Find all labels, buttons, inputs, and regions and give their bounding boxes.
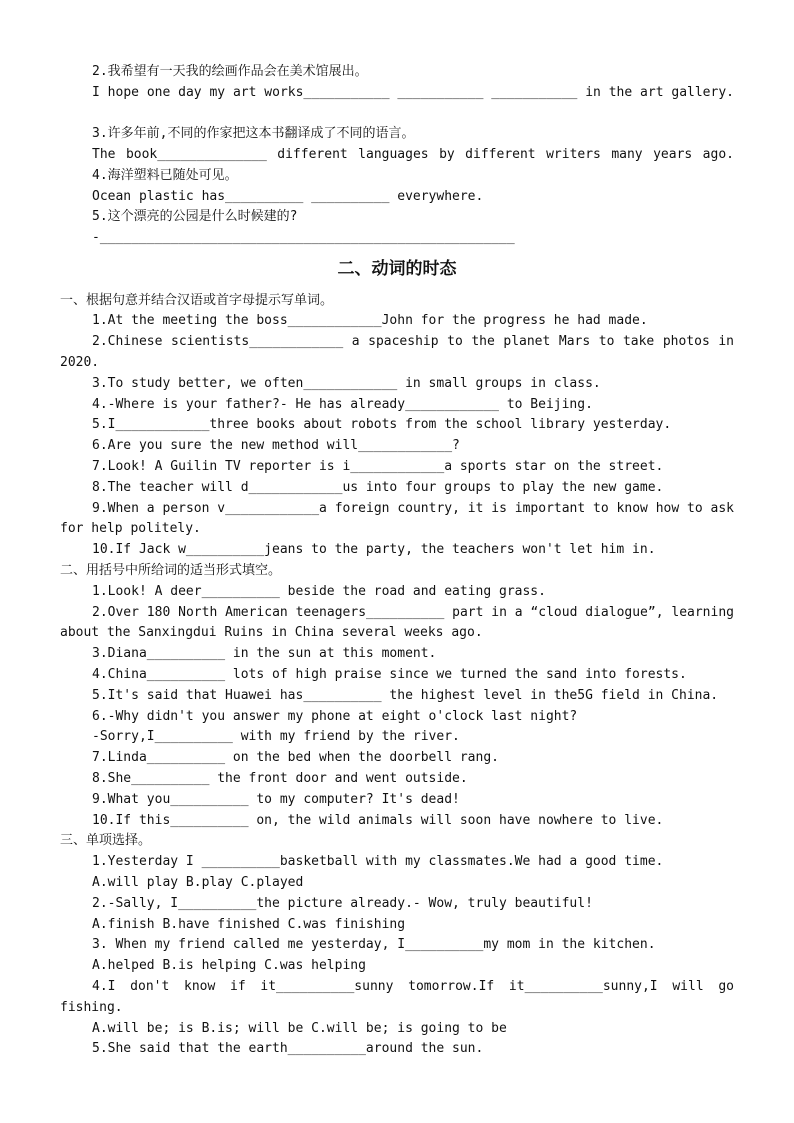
worksheet-line: 6.Are you sure the new method will____________? — [92, 438, 460, 453]
section-heading-verb-tenses: 二、动词的时态 — [337, 259, 457, 279]
worksheet-line: The book______________ different languages by different writers many years ago. — [92, 147, 734, 162]
worksheet-line: 3.To study better, we often____________ in small groups in class. — [92, 376, 601, 391]
worksheet-line: 4.I don't know if it__________sunny tomorrow.If it__________sunny,I will go — [92, 979, 734, 994]
worksheet-line: 三、单项选择。 — [60, 833, 152, 848]
worksheet-line: 1.Yesterday I __________basketball with my classmates.We had a good time. — [92, 854, 664, 869]
worksheet-line: 4.-Where is your father?- He has already____________ to Beijing. — [92, 397, 593, 412]
worksheet-line: 1.At the meeting the boss____________John for the progress he had made. — [92, 313, 648, 328]
worksheet-line: 5.It's said that Huawei has__________ the highest level in the5G field in China. — [92, 688, 719, 703]
worksheet-line: 8.The teacher will d____________us into four groups to play the new game. — [92, 480, 664, 495]
worksheet-line: A.will play B.play C.played — [92, 875, 304, 890]
worksheet-line: 1.Look! A deer__________ beside the road and eating grass. — [92, 584, 546, 599]
worksheet-line: 2020. — [60, 355, 100, 370]
worksheet-line: 7.Linda__________ on the bed when the doorbell rang. — [92, 750, 499, 765]
worksheet-line: A.finish B.have finished C.was finishing — [92, 917, 406, 932]
worksheet-line: 2.Over 180 North American teenagers__________ part in a “cloud dialogue”, learning — [92, 605, 734, 620]
worksheet-line: 5.这个漂亮的公园是什么时候建的? — [92, 209, 298, 224]
worksheet-line: 4.China__________ lots of high praise since we turned the sand into forests. — [92, 667, 687, 682]
worksheet-line: 2.-Sally, I__________the picture already.- Wow, truly beautiful! — [92, 896, 593, 911]
worksheet-line: 9.What you__________ to my computer? It's dead! — [92, 792, 460, 807]
worksheet-line: A.will be; is B.is; will be C.will be; is going to be — [92, 1021, 507, 1036]
worksheet-line: A.helped B.is helping C.was helping — [92, 958, 366, 973]
worksheet-line: 7.Look! A Guilin TV reporter is i____________a sports star on the street. — [92, 459, 664, 474]
worksheet-line: 9.When a person v____________a foreign country, it is important to know how to ask — [92, 501, 734, 516]
worksheet-line: 5.She said that the earth__________around the sun. — [92, 1041, 484, 1056]
worksheet-line: 4.海洋塑料已随处可见。 — [92, 168, 238, 183]
worksheet-line: -_____________________________________________________ — [92, 230, 515, 245]
worksheet-line: 3.许多年前,不同的作家把这本书翻译成了不同的语言。 — [92, 126, 415, 141]
worksheet-line: 6.-Why didn't you answer my phone at eight o'clock last night? — [92, 709, 578, 724]
worksheet-line: 10.If this__________ on, the wild animals will soon have nowhere to live. — [92, 813, 664, 828]
worksheet-line: about the Sanxingdui Ruins in China several weeks ago. — [60, 625, 483, 640]
worksheet-line: 10.If Jack w__________jeans to the party, the teachers won't let him in. — [92, 542, 656, 557]
worksheet-line: I hope one day my art works___________ ___________ ___________ in the art gallery. — [92, 85, 734, 100]
worksheet-line: 二、用括号中所给词的适当形式填空。 — [60, 563, 282, 578]
worksheet-line: 一、根据句意并结合汉语或首字母提示写单词。 — [60, 293, 334, 308]
worksheet-line: 8.She__________ the front door and went outside. — [92, 771, 468, 786]
worksheet-line: 5.I____________three books about robots from the school library yesterday. — [92, 417, 672, 432]
worksheet-line: for help politely. — [60, 521, 201, 536]
worksheet-line: 2.我希望有一天我的绘画作品会在美术馆展出。 — [92, 64, 368, 79]
worksheet-line: 3.Diana__________ in the sun at this moment. — [92, 646, 437, 661]
worksheet-line: -Sorry,I__________ with my friend by the river. — [92, 729, 460, 744]
worksheet-line: 2.Chinese scientists____________ a spaceship to the planet Mars to take photos in — [92, 334, 734, 349]
worksheet-line: 3. When my friend called me yesterday, I__________my mom in the kitchen. — [92, 937, 656, 952]
worksheet-line: fishing. — [60, 1000, 123, 1015]
worksheet-line: Ocean plastic has__________ __________ everywhere. — [92, 189, 484, 204]
